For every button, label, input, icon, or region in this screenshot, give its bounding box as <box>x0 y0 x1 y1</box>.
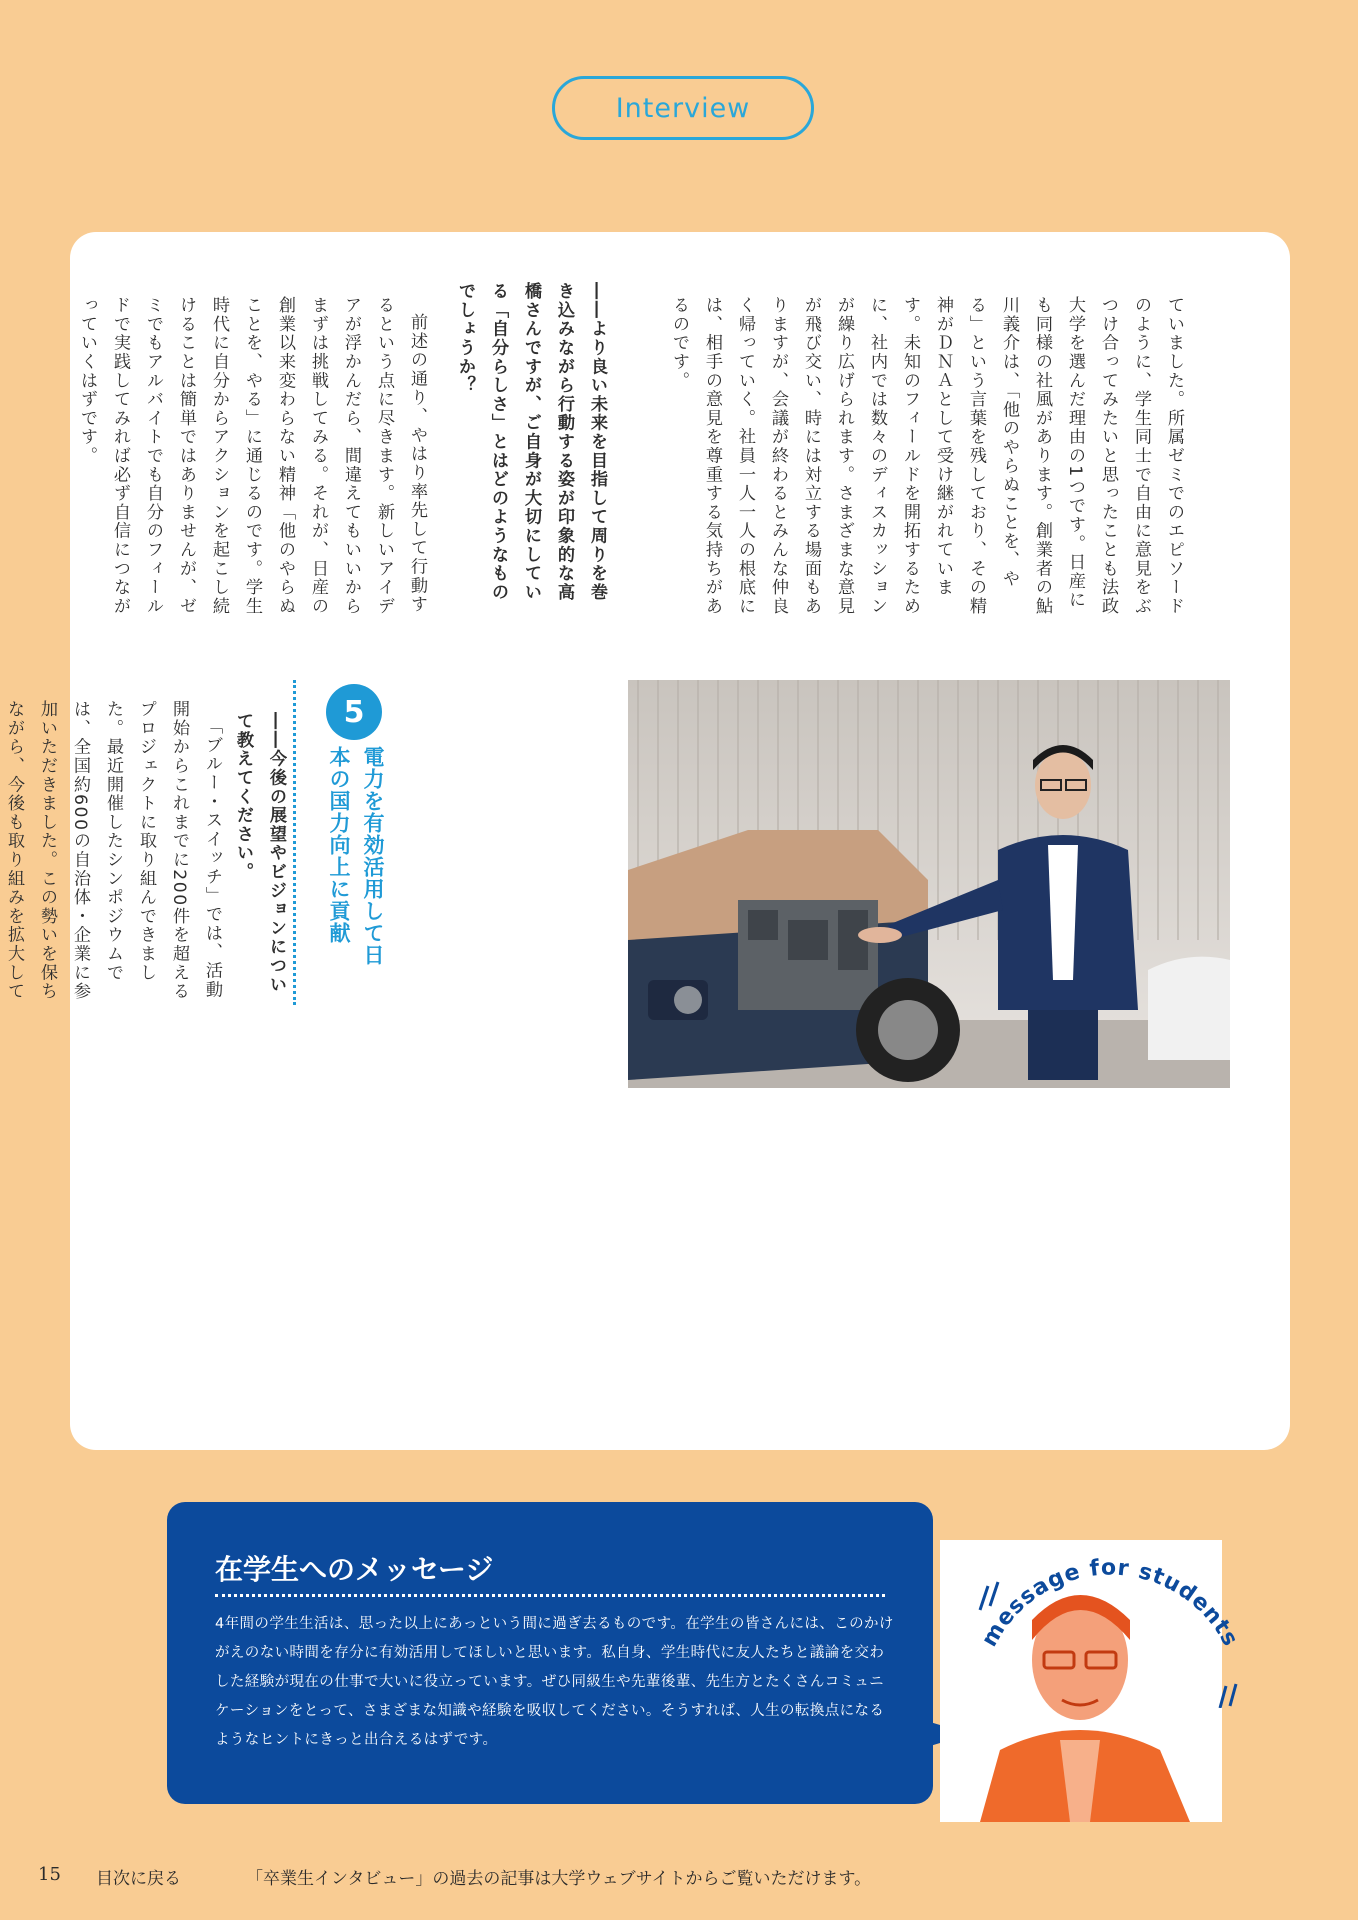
footer-note: 「卒業生インタビュー」の過去の記事は大学ウェブサイトからご覧いただけます。 <box>246 1869 872 1889</box>
interview-badge <box>552 76 814 140</box>
section-divider <box>293 680 296 1005</box>
section-number-badge <box>326 684 382 740</box>
photo-illustration <box>628 680 1230 1088</box>
page-number: 15 <box>38 1864 61 1885</box>
message-title: 在学生へのメッセージ <box>215 1553 494 1586</box>
question-1: ――より良い未来を目指して周りを巻き込みながら行動する姿が印象的な高橋さんですが、ご自身が大切にしている「自分らしさ」とはどのようなものでしょうか？ <box>455 282 607 602</box>
section-number: 5 <box>343 694 365 730</box>
back-to-toc-link[interactable]: 目次に戻る <box>96 1869 181 1889</box>
interview-badge-label: Interview <box>615 92 751 124</box>
message-box <box>167 1502 933 1804</box>
article-column-3: 「ブルー・スイッチ」では、活動開始からこれまでに200件を超えるプロジェクトに取り組んできました。最近開催したシンポジウムでは、全国約600の自治体・企業に参加いただきました。この勢いを保ちながら、今後も取り組みを拡大して <box>4 700 222 1001</box>
message-body: 4年間の学生生活は、思った以上にあっという間に過ぎ去るものです。在学生の皆さんには、このかけがえのない時間を存分に有効活用してほしいと思います。私自身、学生時代に友人たちと議論を交わした経験が現在の仕事で大いに役立っています。ぜひ同級生や先輩後輩、先生方とたくさんコミュニケーションをとって、さまざまな知識や経験を吸収してください。そうすれば、人生の転換点になるようなヒントにきっと出合えるはずです。 <box>215 1616 894 1748</box>
message-divider <box>215 1594 885 1597</box>
section-title: 電力を有効活用して日本の国力向上に貢献 <box>327 746 385 966</box>
svg-text:message for students: message for students <box>977 1555 1243 1652</box>
interview-photo <box>628 680 1230 1088</box>
article-column-2: 前述の通り、やはり率先して行動するという点に尽きます。新しいアイデアが浮かんだら、間違えてもいいからまずは挑戦してみる。それが、日産の創業以来変わらない精神「他のやらぬことを、やる」に通じるのです。学生時代に自分からアクションを起こし続けることは簡単ではありませんが、ゼミでもアルバイトでも自分のフィールドで実践してみれば必ず自信につながっていくはずです。 <box>77 296 427 616</box>
question-2: ――今後の展望やビジョンについて教えてください。 <box>233 712 286 994</box>
article-column-1: ていました。所属ゼミでのエピソードのように、学生同士で自由に意見をぶつけ合ってみたいと思ったことも法政大学を選んだ理由の1つです。日産にも同様の社風があります。創業者の鮎川義介は、「他のやらぬことを、やる」という言葉を残しており、その精神がＤＮＡとして受け継がれています。未知のフィールドを開拓するために、社内では数々のディスカッションが繰り広げられます。さまざまな意見が飛び交い、時には対立する場面もありますが、会議が終わるとみんな仲良く帰っていく。社員一人一人の根底には、相手の意見を尊重する気持ちがあるのです。 <box>669 296 1184 616</box>
message-for-students-arc-label <box>960 1508 1260 1708</box>
